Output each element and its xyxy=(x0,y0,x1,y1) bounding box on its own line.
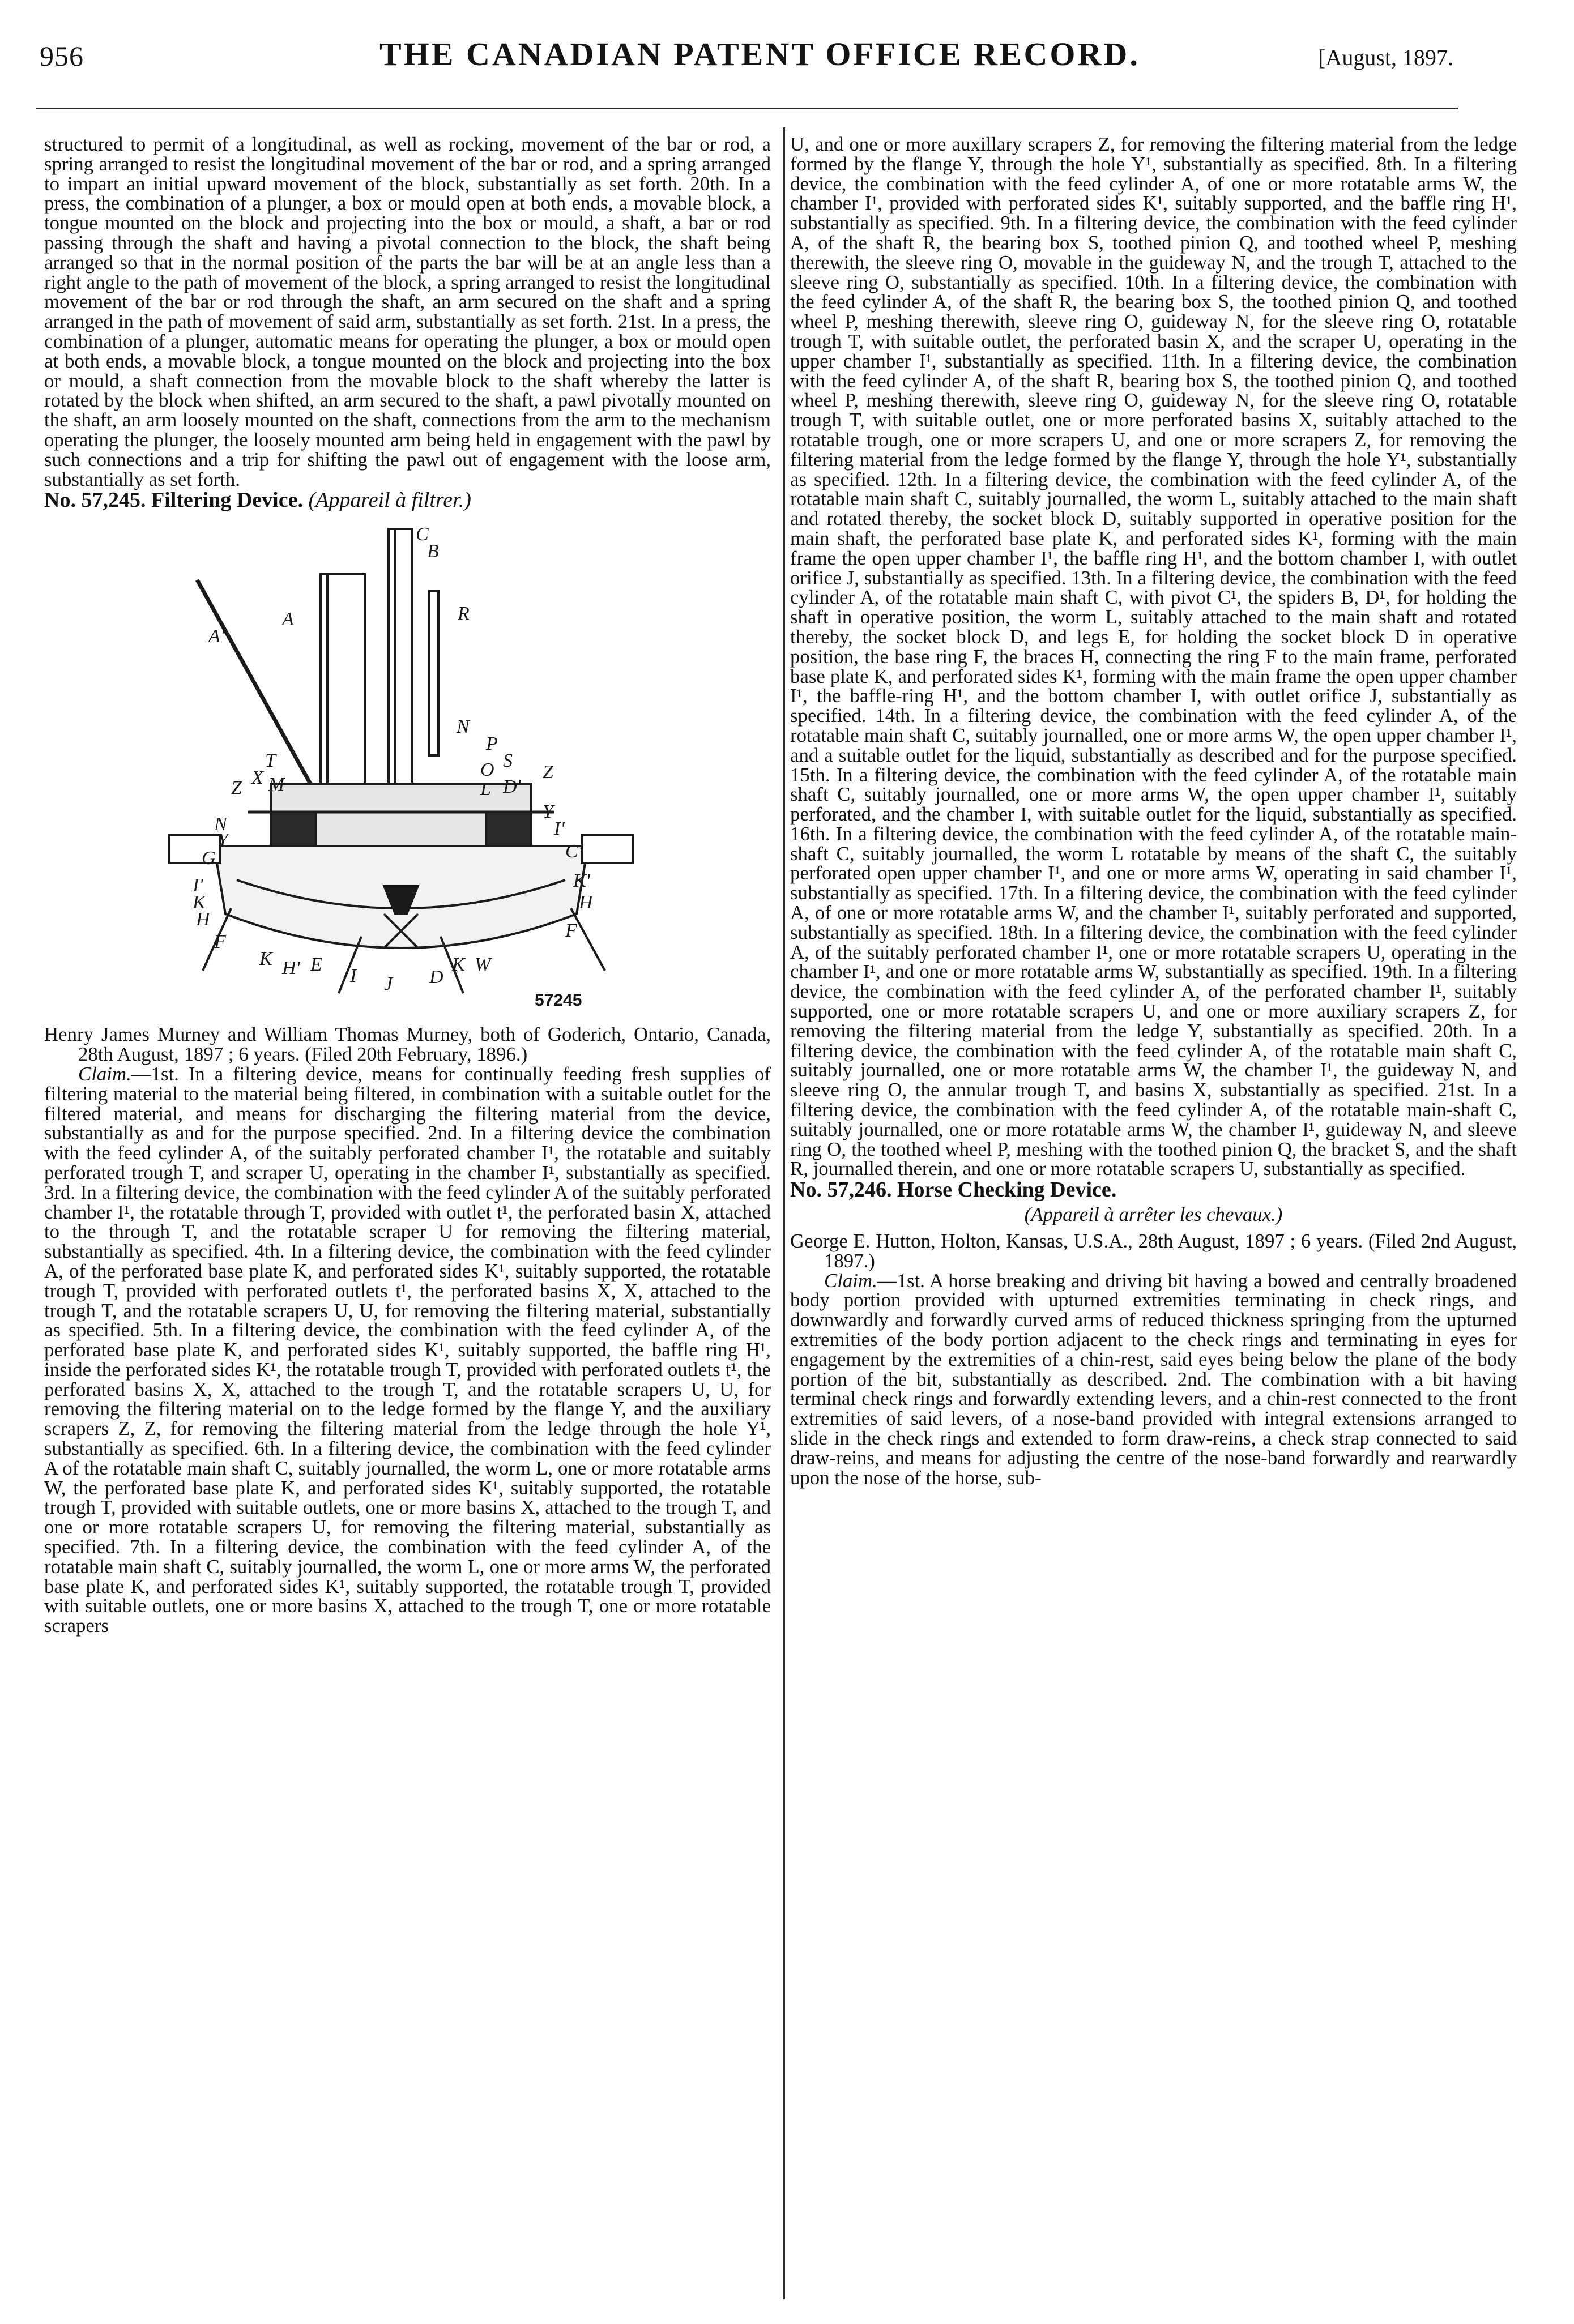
figure-label: I' xyxy=(193,875,203,896)
patent-title-french: (Appareil à arrêter les chevaux.) xyxy=(1024,1203,1283,1226)
claims-paragraph xyxy=(790,1271,1517,1488)
figure-label: N xyxy=(214,814,227,835)
figure-label: Y xyxy=(217,830,228,851)
figure-label: K xyxy=(193,892,206,913)
figure-label: M xyxy=(268,774,285,796)
journal-title: THE CANADIAN PATENT OFFICE RECORD. xyxy=(379,36,1140,72)
patent-figure-filtering-device xyxy=(44,518,771,1016)
figure-label: G xyxy=(202,848,216,869)
figure-label: P xyxy=(486,733,498,755)
figure-label: H xyxy=(579,892,593,913)
page-number: 956 xyxy=(40,40,84,72)
applicant-details: George E. Hutton, Holton, Kansas, U.S.A., 28th August, 1897 ; 6 years. (Filed 2nd August, 1897.) xyxy=(790,1230,1517,1272)
claims-text: —1st. In a filtering device, means for continually feeding fresh supplies of filtering material to the material being filtered, in combination with a suitable outlet for the filtered material, and means for discharging the filtering material from the device, substantially as and for the purpose specified. 2nd. In a filtering device the combination with the feed cylinder A, of the suitably perforated chamber I¹, the rotatable and suitably perforated trough T, and scraper U, operating in the chamber I¹, substantially as specified. 3rd. In a filtering device, the combination with the feed cylinder A of the suitably perforated chamber I¹, the rotatable through T, provided with outlet t¹, the perforated basin X, attached to the through T, and the rotatable scraper U for removing the filtering material, substantially as specified. 4th. In a filtering device, the combination with the feed cylinder A, of the perforated base plate K, and perforated sides K¹, suitably supported, the rotatable trough T, provided with perforated outlets t¹, the perforated basins X, X, attached to the trough T, and the rotatable scrapers U, U, for removing the filtering material, substantially as specified. 5th. In a filtering device, the combination with the feed cylinder A, of the perforated base plate K, and perforated sides K¹, suitably supported, the baffle ring H¹, inside the perforated sides K¹, the rotatable trough T, provided with perforated outlets t¹, the perforated basins X, X, attached to the trough T, and the rotatable scrapers U, U, for removing the filtering material on to the ledge formed by the flange Y, and the auxiliary scrapers Z, Z, for removing the filtering material from the ledge through the hole Y¹, substantially as specified. 6th. In a filtering device, the combination with the feed cylinder A of the rotatable main shaft C, suitably journalled, the worm L, one or more rotatable arms W, the perforated base plate K, and perforated sides K¹, suitably supported, the rotatable trough T, provided with suitable outlets, one or more basins X, attached to the trough T, and one or more rotatable scrapers U, for removing the filtering material, substantially as specified. 7th. In a filtering device, the combination with the feed cylinder A, of the rotatable main shaft C, suitably journalled, the worm L, one or more arms W, the perforated base plate K, and perforated sides K¹, suitably supported, the rotatable trough T, provided with suitable outlets, one or more basins X, attached to the trough T, one or more rotatable scrapers xyxy=(44,1062,771,1637)
patent-heading-57246: No. 57,246. Horse Checking Device. xyxy=(790,1178,1117,1202)
figure-label: S xyxy=(503,750,513,772)
figure-label: H xyxy=(196,909,210,930)
figure-label: T xyxy=(265,750,276,772)
header-rule xyxy=(36,108,1458,109)
figure-label: A' xyxy=(208,626,225,647)
figure-label: H' xyxy=(282,958,300,979)
figure-label: Y xyxy=(543,801,553,823)
issue-date: [August, 1897. xyxy=(1318,45,1453,70)
figure-label: Z xyxy=(543,762,553,783)
figure-label: J xyxy=(384,973,393,995)
claim-label: Claim. xyxy=(78,1062,131,1085)
patent-title: No. 57,245. Filtering Device. xyxy=(44,488,303,512)
figure-label: I' xyxy=(554,818,565,840)
figure-label: W xyxy=(475,954,491,976)
figure-label: E xyxy=(310,954,322,976)
figure-label: C' xyxy=(565,841,582,862)
right-column xyxy=(790,135,1517,1488)
figure-label: K xyxy=(452,954,465,976)
figure-label: B xyxy=(427,541,439,562)
claims-paragraph xyxy=(44,1062,771,1637)
figure-label: O xyxy=(480,759,494,781)
figure-label: K' xyxy=(573,870,590,892)
figure-label: C xyxy=(416,524,429,545)
left-column xyxy=(44,135,771,1636)
patent-title-french: (Appareil à filtrer.) xyxy=(308,488,471,512)
figure-label: K xyxy=(259,949,272,970)
figure-label: A xyxy=(282,609,294,630)
continued-claims-text: U, and one or more auxillary scrapers Z, for removing the filtering material from the ledge formed by the flange Y, through the hole Y¹, substantially as specified. 8th. In a filtering device, the combination with the feed cylinder A, of one or more rotatable arms W, the chamber I¹, provided with perforated sides K¹, suitably supported, and the baffle ring H¹, substantially as specified. 9th. In a filtering device, the combination with the feed cylinder A, of the shaft R, the bearing box S, toothed pinion Q, and toothed wheel P, meshing therewith, the sleeve ring O, movable in the guideway N, and the trough T, attached to the sleeve ring O, substantially as specified. 10th. In a filtering device, the combination with the feed cylinder A, of the shaft R, the bearing box S, the toothed pinion Q, and toothed wheel P, meshing therewith, sleeve ring O, guideway N, for the sleeve ring O, rotatable trough T, with suitable outlet, the perforated basin X, and the scraper U, operating in the upper chamber I¹, substantially as specified. 11th. In a filtering device, the combination with the feed cylinder A, of the shaft R, bearing box S, the toothed pinion Q, and toothed wheel P, meshing therewith, sleeve ring O, guideway N, for the sleeve ring O, rotatable trough T, with suitable outlet, one or more perforated basins X, suitably attached to the rotatable trough, one or more scrapers U, and one or more scrapers Z, for removing the filtering material from the ledge formed by the flange Y, through the hole Y¹, substantially as specified. 12th. In a filtering device, the combination with the feed cylinder A, of the rotatable main shaft C, suitably journalled, the worm L, suitably attached to the main shaft and rotated thereby, the socket block D, suitably supported in operative position for the main shaft, the perforated base plate K, and perforated sides K¹, forming with the main frame the open upper chamber I¹, the baffle ring H¹, and the bottom chamber I, with outlet orifice J, substantially as specified. 13th. In a filtering device, the combination with the feed cylinder A, of the rotatable main shaft C, with pivot C¹, the spiders B, D¹, for holding the shaft in operative position, the worm L, suitably attached to the main shaft and rotated thereby, the socket block D, and legs E, for holding the socket block D in operative position, the base ring F, the braces H, connecting the ring F to the main frame, perforated base plate K, and perforated sides K¹, forming with the main frame the open upper chamber I¹, the baffle-ring H¹, and the bottom chamber I, with outlet orifice J, substantially as specified. 14th. In a filtering device, the combination with the feed cylinder A, of the rotatable main shaft C, suitably journalled, one or more arms W, the open upper chamber I¹, and a suitable outlet for the liquid, substantially as described and for the purpose specified. 15th. In a filtering device, the combination with the feed cylinder A, of the rotatable main shaft C, suitably journalled, one or more arms W, the open upper chamber I¹, suitably perforated, and the chamber I, with suitable outlet for the liquid, substantially as specified. 16th. In a filtering device, the combination with the feed cylinder A, of the rotatable main-shaft C, suitably journalled, the worm L rotatable by means of the shaft C, the suitably perforated open upper chamber I¹, and one or more arms W, operating in said chamber I¹, substantially as specified. 17th. In a filtering device, the combination with the feed cylinder A, of one or more rotatable arms W, and the chamber I¹, suitably perforated and supported, substantially as specified. 18th. In a filtering device, the combination with the feed cylinder A, of the suitably perforated chamber I¹, one or more rotatable scrapers U, operating in the chamber I¹, and one or more rotatable arms W, substantially as specified. 19th. In a filtering device, the combination with the feed cylinder A, of the perforated chamber I¹, suitably supported, one or more rotatable scrapers U, and one or more auxiliary scrapers Z, for removing the filtering material from the ledge Y, substantially as specified. 20th. In a filtering device, the combination with the feed cylinder A, of the rotatable main shaft C, suitably journalled, one or more rotatable arms W, the chamber I¹, the guideway N, and sleeve ring O, the annular trough T, and basins X, substantially as specified. 21st. In a filtering device, the combination with the feed cylinder A, of the rotatable main-shaft C, suitably journalled, one or more rotatable arms W, the chamber I¹, guideway N, and sleeve ring O, the toothed wheel P, meshing with the toothed pinion Q, the bracket S, and the shaft R, journalled therein, and one or more rotatable scrapers U, substantially as specified. xyxy=(790,133,1517,1180)
applicant-details: Henry James Murney and William Thomas Murney, both of Goderich, Ontario, Canada, 28th August, 1897 ; 6 years. (Filed 20th February, 1896.) xyxy=(44,1023,771,1066)
claim-label: Claim. xyxy=(824,1269,877,1292)
figure-label: N xyxy=(457,716,470,738)
figure-label: F xyxy=(214,932,226,953)
figure-label: Z xyxy=(231,777,242,799)
patent-heading-57245 xyxy=(44,489,771,511)
figure-label: R xyxy=(458,603,470,625)
continued-claims-text: structured to permit of a longitudinal, as well as rocking, movement of the bar or rod, a spring arranged to resist the longitudinal movement of the bar or rod, and a spring arranged to impart an initial upward movement of the block, substantially as set forth. 20th. In a press, the combination of a plunger, a box or mould open at both ends, a movable block, a tongue mounted on the block and projecting into the box or mould, a shaft, a bar or rod passing through the shaft and having a pivotal connection to the block, the shaft being arranged so that in the normal position of the parts the bar will be at an angle less than a right angle to the path of movement of the block, a spring arranged to resist the longitudinal movement of the bar or rod through the shaft, an arm secured on the shaft and a spring arranged in the path of movement of said arm, substantially as set forth. 21st. In a press, the combination of a plunger, automatic means for operating the plunger, a box or mould open at both ends, a movable block, a tongue mounted on the block and projecting into the box or mould, a shaft connection from the movable block to the shaft whereby the latter is rotated by the block when shifted, an arm secured to the shaft, a pawl pivotally mounted on the shaft, an arm loosely mounted on the shaft, connections from the arm to the mechanism operating the plunger, the loosely mounted arm being held in engagement with the pawl by such connections and a trip for shifting the pawl out of engagement with the loose arm, substantially as set forth. xyxy=(44,133,771,490)
figure-label: I xyxy=(350,966,357,987)
figure-label: F xyxy=(565,920,577,942)
figure-label: D' xyxy=(503,776,521,798)
figure-number: 57245 xyxy=(535,991,582,1010)
figure-label: X xyxy=(251,767,263,789)
figure-label: D xyxy=(429,967,443,988)
claims-text: —1st. A horse breaking and driving bit having a bowed and centrally broadened body portion provided with upturned extremities terminating in check rings, and downwardly and forwardly curved arms of reduced thickness springing from the upturned extremities of the body portion adjacent to the check rings and terminating in eyes for engagement by the extremities of a chin-rest, said eyes being below the plane of the body portion of the bit, substantially as described. 2nd. The combination with a bit having terminal check rings and forwardly extending levers, and a chin-rest connected to the front extremities of said levers, of a nose-band provided with integral extensions arranged to slide in the check rings and extended to form draw-reins, a check strap connected to said draw-reins, and means for adjusting the centre of the nose-band forwardly and rearwardly upon the nose of the horse, sub- xyxy=(790,1269,1517,1489)
column-divider xyxy=(783,127,785,2299)
page-header xyxy=(40,35,1453,80)
figure-label: L xyxy=(480,779,491,800)
filtering-device-drawing xyxy=(44,518,771,1016)
